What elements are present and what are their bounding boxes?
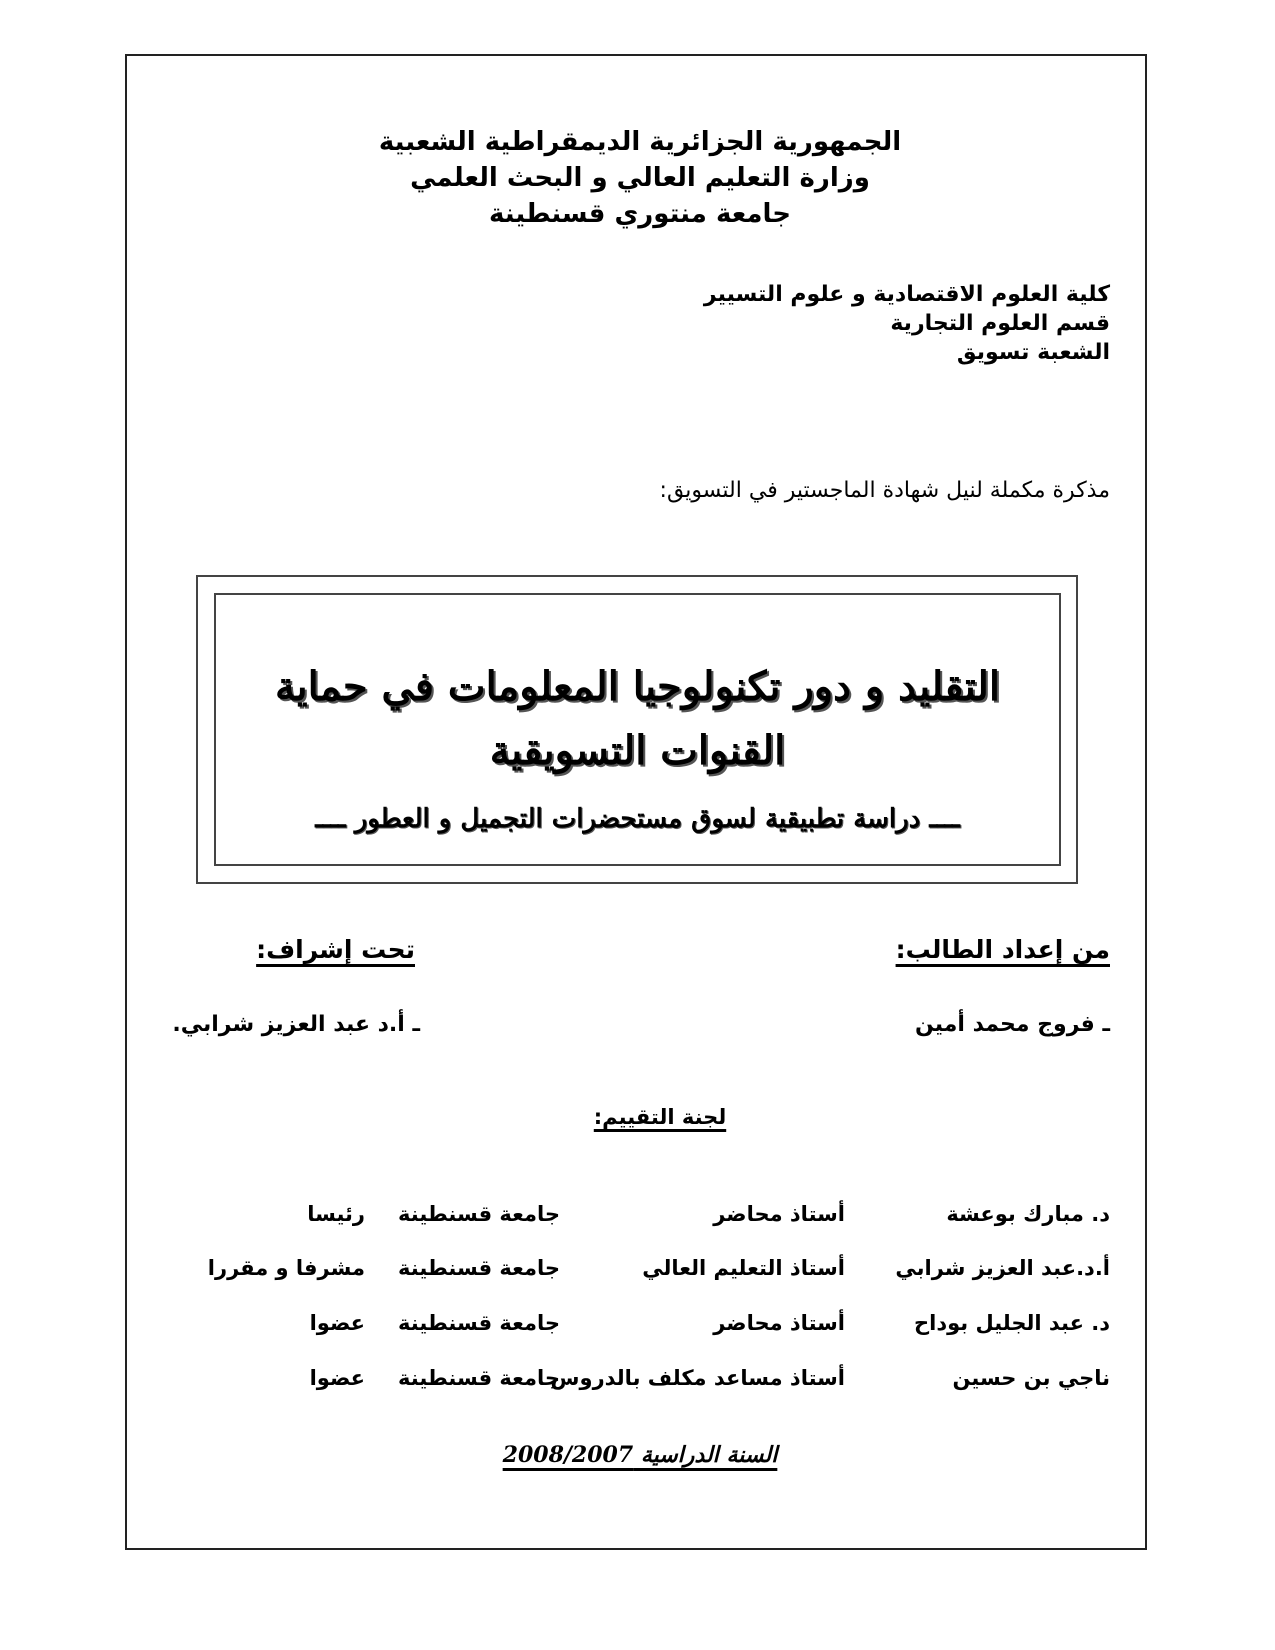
committee-row [185,1311,1110,1345]
member-name: أ.د.عبد العزيز شرابي [895,1256,1110,1280]
member-rank: أستاذ محاضر [713,1202,845,1226]
member-university: جامعة قسنطينة [398,1366,560,1390]
thesis-title: التقليد و دور تكنولوجيا المعلومات في حماية القنوات التسويقية [275,663,1000,774]
member-rank: أستاذ التعليم العالي [642,1256,845,1280]
committee-row [185,1366,1110,1400]
committee-row [185,1256,1110,1290]
student-label: من إعداد الطالب: [895,935,1110,964]
committee-row [185,1202,1110,1236]
header-university: جامعة منتوري قسنطينة [489,199,791,229]
institution-header [300,124,980,232]
member-university: جامعة قسنطينة [398,1256,560,1280]
member-role: رئيسا [307,1202,365,1226]
header-republic: الجمهورية الجزائرية الديمقراطية الشعبية [378,127,902,157]
member-name: ناجي بن حسين [952,1366,1110,1390]
member-role: مشرفا و مقررا [207,1256,365,1280]
memo-statement: مذكرة مكملة لنيل شهادة الماجستير في التسويق: [659,478,1110,503]
header-ministry: وزارة التعليم العالي و البحث العلمي [410,163,870,193]
supervisor-name: ـ أ.د عبد العزيز شرابي. [172,1012,420,1037]
member-university: جامعة قسنطينة [398,1311,560,1335]
faculty-name: كلية العلوم الاقتصادية و علوم التسيير [703,282,1110,307]
supervisor-label: تحت إشراف: [256,935,415,964]
member-rank: أستاذ محاضر [713,1311,845,1335]
specialty-name: الشعبة تسويق [956,340,1110,365]
department-name: قسم العلوم التجارية [890,311,1110,336]
academic-year: السنة الدراسية 2008/2007 [502,1442,778,1468]
member-role: عضوا [309,1311,365,1335]
member-name: د. عبد الجليل بوداح [913,1311,1110,1335]
committee-label: لجنة التقييم: [593,1105,727,1129]
member-name: د. مبارك بوعشة [946,1202,1110,1226]
member-rank: أستاذ مساعد مكلف بالدروس [550,1366,845,1390]
student-name: ـ فروج محمد أمين [915,1012,1110,1037]
thesis-subtitle: ــــ دراسة تطبيقية لسوق مستحضرات التجميل و العطور ــــ [315,804,960,834]
member-university: جامعة قسنطينة [398,1202,560,1226]
department-block [704,280,1110,367]
member-role: عضوا [309,1366,365,1390]
